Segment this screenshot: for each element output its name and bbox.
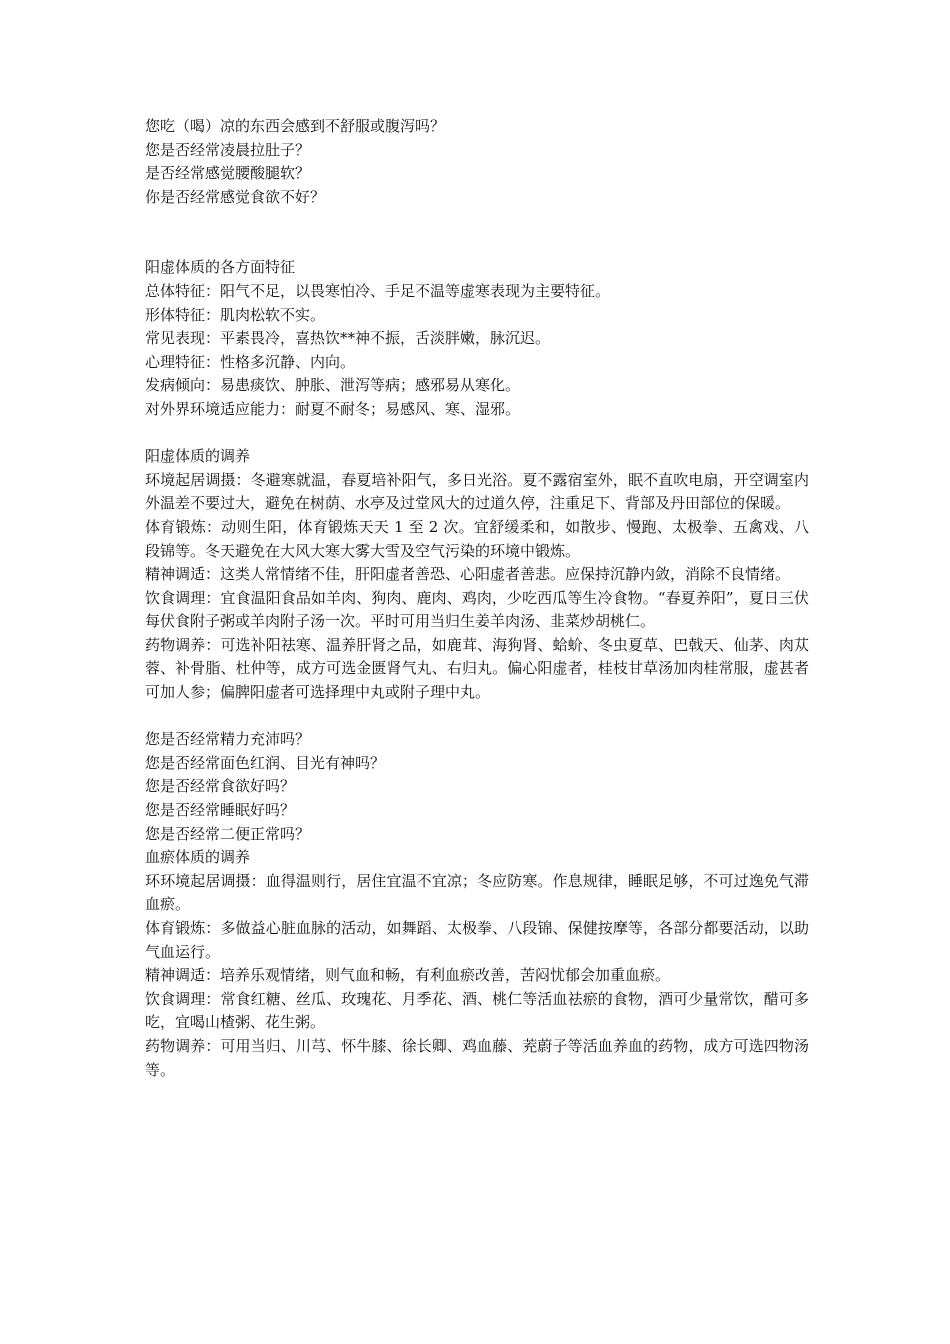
spacer xyxy=(145,209,809,256)
document-page xyxy=(145,115,809,1082)
care-exercise: 体育锻炼：多做益心脏血脉的活动，如舞蹈、太极拳、八段锦、保健按摩等，各部分都要活动，以助气血运行。 xyxy=(145,919,809,961)
question-line: 您是否经常二便正常吗？ xyxy=(145,824,311,843)
care-medicine: 药物调养：可选补阳祛寒、温养肝肾之品，如鹿茸、海狗肾、蛤蚧、冬虫夏草、巴戟天、仙茅、肉苁蓉、补骨脂、杜仲等，成方可选金匮肾气丸、右归丸。偏心阳虚者，桂枝甘草汤加肉桂常服，虚甚者可加人参；偏脾阳虚者可选择理中丸或附子理中丸。 xyxy=(145,635,809,702)
question-line: 您是否经常睡眠好吗？ xyxy=(145,801,296,820)
section-title: 阳虚体质的调养 xyxy=(145,447,251,466)
care-mind: 精神调适：培养乐观情绪，则气血和畅，有利血瘀改善，苦闷忧郁会加重血瘀。 xyxy=(145,966,671,985)
questions-balanced-section xyxy=(145,728,809,846)
care-medicine: 药物调养：可用当归、川芎、怀牛膝、徐长卿、鸡血藤、茺蔚子等活血养血的药物，成方可选四物汤等。 xyxy=(145,1036,809,1079)
spacer xyxy=(145,422,809,446)
spacer xyxy=(145,705,809,729)
feature-psych: 心理特征：性格多沉静、内向。 xyxy=(145,352,356,371)
section-title: 血瘀体质的调养 xyxy=(145,848,251,867)
feature-body-shape: 形体特征：肌肉松软不实。 xyxy=(145,305,326,324)
feature-overall: 总体特征：阳气不足，以畏寒怕冷、手足不温等虚寒表现为主要特征。 xyxy=(145,281,611,300)
care-diet: 饮食调理：宜食温阳食品如羊肉、狗肉、鹿肉、鸡肉，少吃西瓜等生冷食物。“春夏养阳”，夏日三伏每伏食附子粥或羊肉附子汤一次。平时可用当归生姜羊肉汤、韭菜炒胡桃仁。 xyxy=(145,588,809,631)
care-mind: 精神调适：这类人常情绪不佳，肝阳虚者善恐、心阳虚者善悲。应保持沉静内敛，消除不良情绪。 xyxy=(145,565,791,584)
question-line: 您是否经常食欲好吗？ xyxy=(145,777,296,796)
question-line: 您是否经常精力充沛吗？ xyxy=(145,730,311,749)
yang-features-section xyxy=(145,256,809,421)
question-line: 您是否经常面色红润、目光有神吗？ xyxy=(145,753,386,772)
blood-care-section xyxy=(145,846,809,1082)
question-line: 您是否经常凌晨拉肚子？ xyxy=(145,140,311,159)
care-diet: 饮食调理：常食红糖、丝瓜、玫瑰花、月季花、酒、桃仁等活血祛瘀的食物，酒可少量常饮，醋可多吃，宜喝山楂粥、花生粥。 xyxy=(145,989,809,1032)
question-line: 是否经常感觉腰酸腿软？ xyxy=(145,164,311,183)
feature-disease: 发病倾向：易患痰饮、肿胀、泄泻等病；感邪易从寒化。 xyxy=(145,376,521,395)
yang-care-section xyxy=(145,445,809,705)
care-exercise: 体育锻炼：动则生阳，体育锻炼天天 1 至 2 次。宜舒缓柔和，如散步、慢跑、太极拳、五禽戏、八段锦等。冬天避免在大风大寒大雾大雪及空气污染的环境中锻炼。 xyxy=(145,517,809,560)
section-title: 阳虚体质的各方面特征 xyxy=(145,258,296,277)
care-environment: 环环境起居调摄：血得温则行，居住宜温不宜凉；冬应防寒。作息规律，睡眠足够，不可过逸免气滞血瘀。 xyxy=(145,871,809,914)
questions-yang-section xyxy=(145,115,809,209)
question-line: 你是否经常感觉食欲不好？ xyxy=(145,187,326,206)
care-environment: 环境起居调摄：冬避寒就温，春夏培补阳气，多日光浴。夏不露宿室外，眠不直吹电扇，开空调室内外温差不要过大，避免在树荫、水亭及过堂风大的过道久停，注重足下、背部及丹田部位的保暖。 xyxy=(145,470,809,513)
question-line: 您吃（喝）凉的东西会感到不舒服或腹泻吗？ xyxy=(145,117,446,135)
feature-common: 常见表现：平素畏冷，喜热饮**神不振，舌淡胖嫩，脉沉迟。 xyxy=(145,329,551,348)
feature-adapt: 对外界环境适应能力：耐夏不耐冬；易感风、寒、湿邪。 xyxy=(145,399,521,418)
